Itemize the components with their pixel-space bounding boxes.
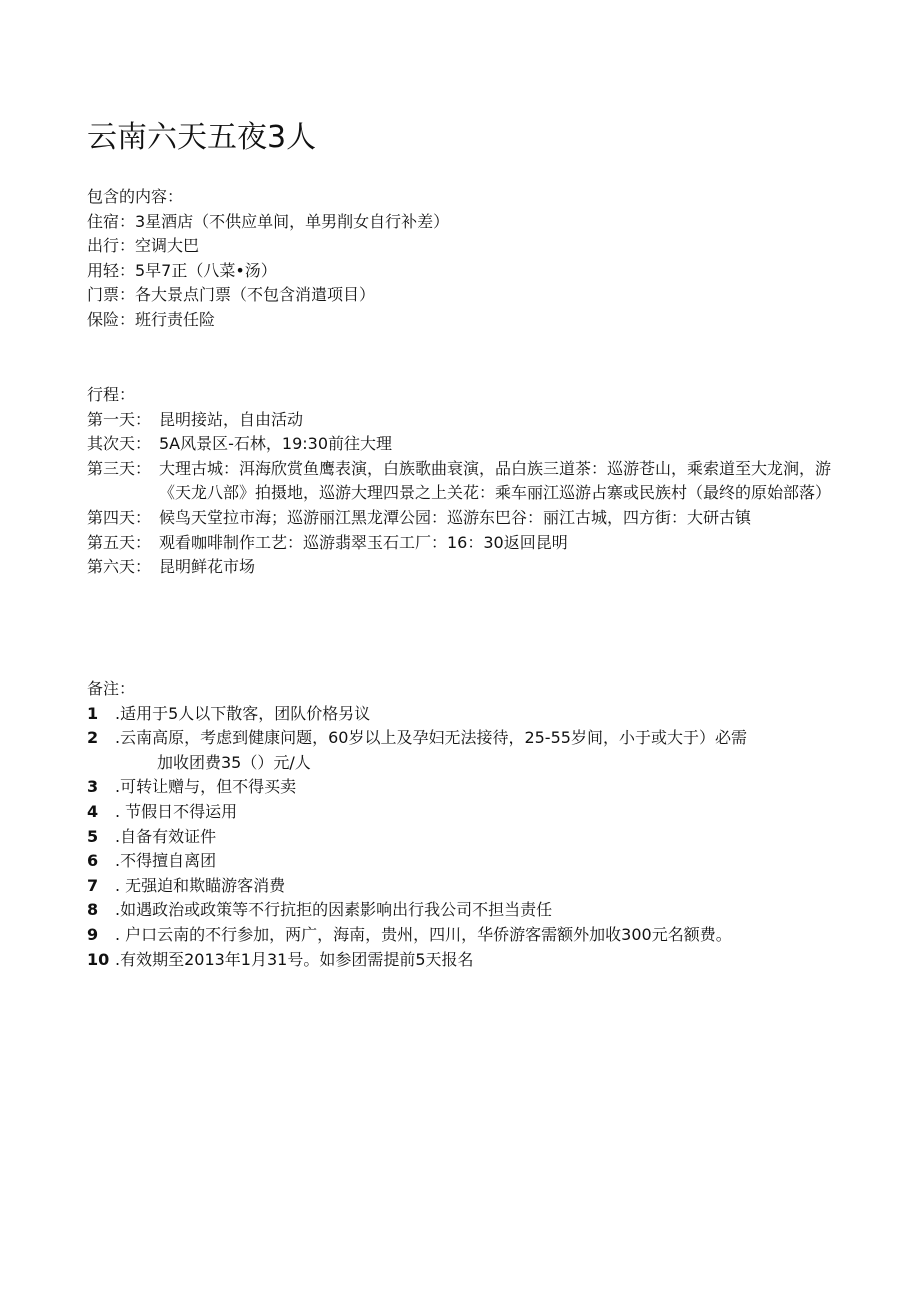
itinerary-day xyxy=(87,555,832,580)
note-text: . 无强迫和欺瞄游客消费 xyxy=(115,875,286,895)
included-section xyxy=(87,185,847,333)
included-tickets: 门票：各大景点门票（不包含消遣项目） xyxy=(87,285,376,305)
itinerary-heading: 行程： xyxy=(87,385,136,404)
note-number: 10 xyxy=(87,949,110,969)
itinerary-day xyxy=(87,432,832,457)
note-item xyxy=(87,874,847,899)
note-number: 5 xyxy=(87,826,99,846)
day-label: 第五天： xyxy=(87,532,152,552)
itinerary-day xyxy=(87,506,832,531)
included-meals: 用轻：5早7正（八菜•汤） xyxy=(87,260,277,280)
note-text: .云南高原，考虑到健康问题，60岁以上及孕妇无法接待，25-55岁间，小于或大于）必需 xyxy=(115,728,747,748)
day-text: 观看咖啡制作工艺：巡游翡翠玉石工厂：16：30返回昆明 xyxy=(159,532,568,552)
note-item xyxy=(87,800,847,825)
day-text: 5A风景区-石林，19:30前往大理 xyxy=(159,434,393,454)
notes-section xyxy=(87,677,847,972)
note-text: .如遇政治或政策等不行抗拒的因素影响出行我公司不担当责任 xyxy=(115,900,553,920)
note-number: 4 xyxy=(87,801,99,821)
note-number: 1 xyxy=(87,703,99,723)
notes-heading: 备注： xyxy=(87,679,136,698)
day-label: 第六天： xyxy=(87,557,152,577)
note-number: 7 xyxy=(87,875,99,895)
included-transport: 出行：空调大巴 xyxy=(87,236,200,256)
note-item xyxy=(87,726,847,751)
day-label: 第一天： xyxy=(87,409,152,429)
note-number: 8 xyxy=(87,900,99,920)
note-text: .可转让赠与，但不得买卖 xyxy=(115,777,297,797)
day-text: 昆明接站，自由活动 xyxy=(159,409,304,429)
note-number: 6 xyxy=(87,851,99,871)
note-text: .不得擅自离团 xyxy=(115,851,217,871)
itinerary-day xyxy=(87,408,832,433)
note-number: 3 xyxy=(87,777,99,797)
itinerary-day xyxy=(87,457,832,506)
included-insurance: 保险：班行责任险 xyxy=(87,309,216,329)
day-label: 其次天： xyxy=(87,434,152,454)
day-label: 第四天： xyxy=(87,507,152,527)
note-continuation: 加收团费35（）元/人 xyxy=(157,752,311,772)
note-item xyxy=(87,849,847,874)
note-item xyxy=(87,775,847,800)
itinerary-section xyxy=(87,383,832,580)
day-text: 候鸟天堂拉市海；巡游丽江黑龙潭公园：巡游东巴谷：丽江古城，四方街：大研古镇 xyxy=(159,507,752,527)
note-item xyxy=(87,825,847,850)
note-text: . 户口云南的不行参加，两广，海南，贵州，四川，华侨游客需额外加收300元名额费。 xyxy=(115,924,732,944)
included-heading: 包含的内容： xyxy=(87,187,184,206)
note-number: 2 xyxy=(87,728,99,748)
note-text: .适用于5人以下散客，团队价格另议 xyxy=(115,703,371,723)
itinerary-day xyxy=(87,531,832,556)
note-item xyxy=(87,702,847,727)
day-text: 大理古城：洱海欣赏鱼鹰表演，白族歌曲衰演，品白族三道茶：巡游苍山，乘索道至大龙涧，游《天龙八部》拍摄地，巡游大理四景之上关花：乘车丽江巡游占寨或民族村（最终的原始部落） xyxy=(159,458,832,503)
note-text: . 节假日不得运用 xyxy=(115,801,238,821)
day-text: 昆明鲜花市场 xyxy=(159,557,256,577)
day-label: 第三天： xyxy=(87,458,152,478)
note-number: 9 xyxy=(87,924,99,944)
note-item xyxy=(87,948,847,973)
note-item xyxy=(87,923,847,948)
note-item xyxy=(87,898,847,923)
note-text: .自备有效证件 xyxy=(115,826,217,846)
note-text: .有效期至2013年1月31号。如参团需提前5天报名 xyxy=(115,949,474,969)
included-lodging: 住宿：3星酒店（不供应单间，单男削女自行补差） xyxy=(87,211,450,231)
document-title: 云南六天五夜3人 xyxy=(87,120,317,155)
